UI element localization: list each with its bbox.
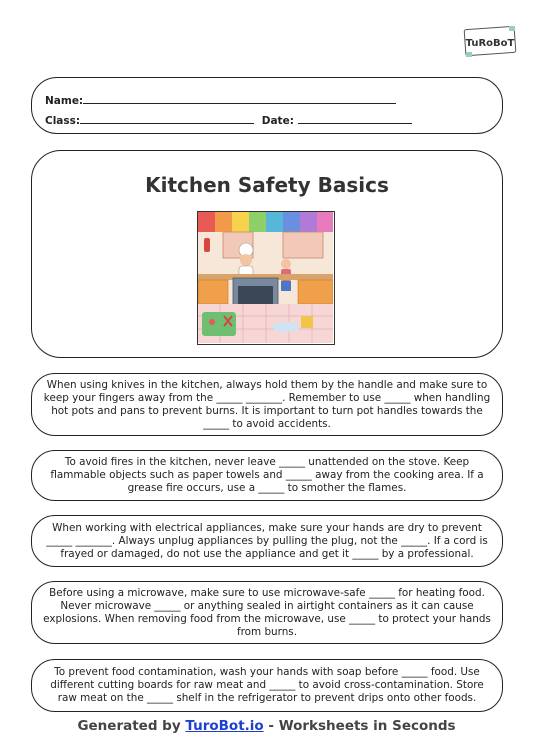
question-box-4 (31, 581, 503, 644)
class-date-row (45, 113, 412, 127)
question-box-2 (31, 450, 503, 501)
question-text-4: Before using a microwave, make sure to use microwave-safe _____ for heating food. Never microwave _____ or anything sealed in airtight containers as it can cause explosions. When removing food from the microwave, use _____ to protect your hands from burns. (43, 586, 491, 638)
question-box-5 (31, 659, 503, 712)
student-info-box (31, 77, 503, 134)
footer-prefix: Generated by (77, 718, 186, 734)
question-box-1 (31, 373, 503, 436)
footer (0, 718, 533, 734)
name-field[interactable] (83, 93, 396, 104)
date-label: Date: (261, 115, 294, 127)
kitchen-illustration (197, 211, 335, 345)
class-label: Class: (45, 115, 81, 127)
name-row (45, 93, 396, 107)
turobot-logo (463, 24, 517, 60)
question-box-3 (31, 515, 503, 567)
name-label: Name: (45, 95, 84, 107)
footer-suffix: - Worksheets in Seconds (263, 718, 456, 734)
turobot-link[interactable]: TuroBot.io (185, 718, 264, 734)
date-field[interactable] (298, 113, 412, 124)
question-text-3: When working with electrical appliances, make sure your hands are dry to prevent _____ _______. Always unplug appliances by pulling the plug, not the _____. If a cord is frayed or damaged, do not use the appliance and get it _____ by a professional. (46, 521, 488, 560)
title-box (31, 150, 503, 358)
class-field[interactable] (80, 113, 254, 124)
logo-text: TuRoBoT (465, 38, 515, 49)
question-text-5: To prevent food contamination, wash your hands with soap before _____ food. Use different cutting boards for raw meat and _____ to avoid cross-contamination. Store raw meat on the _____ shelf in the refrigerator to prevent drips onto other foods. (50, 666, 484, 704)
question-text-2: To avoid fires in the kitchen, never leave _____ unattended on the stove. Keep flammable objects such as paper towels and _____ away from the cooking area. If a grease fire occurs, use a _____ to smother the flames. (50, 456, 484, 494)
worksheet-title: Kitchen Safety Basics (145, 173, 389, 197)
question-text-1: When using knives in the kitchen, always hold them by the handle and make sure to keep your fingers away from the _____ _______. Remember to use _____ when handling hot pots and pans to prevent burns. It is important to turn pot handles towards the _____ to avoid accidents. (43, 378, 491, 430)
